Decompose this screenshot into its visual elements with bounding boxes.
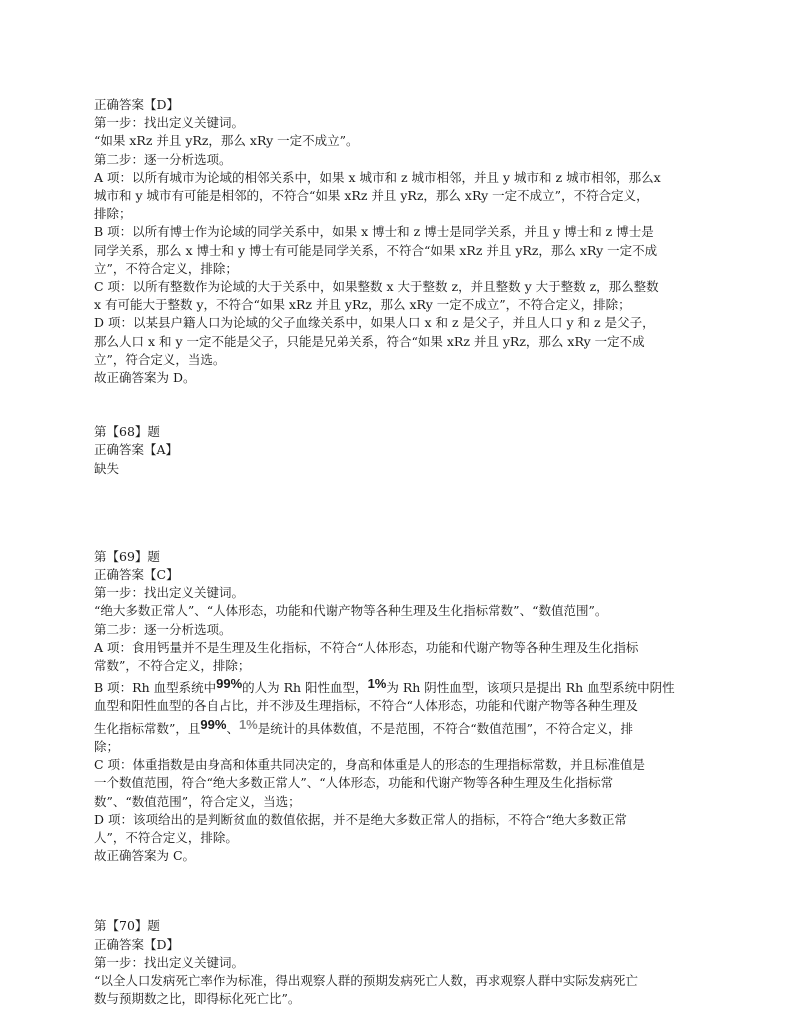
percentage-1: 1% — [238, 716, 258, 732]
definition-keyword: “以全人口发病死亡率作为标准，得出观察人群的预期发病死亡人数，再求观察人群中实际发病死亡 — [94, 972, 638, 988]
option-b-line — [94, 675, 714, 697]
option-b-line: 血型和阳性血型的各自占比，并不涉及生理指标，不符合“人体形态，功能和代谢产物等各种生理及 — [94, 698, 638, 714]
option-b-line — [94, 716, 714, 738]
option-b-text: 是统计的具体数值，不是范围，不符合“数值范围”，不符合定义，排 — [257, 720, 634, 736]
spacer — [94, 478, 714, 548]
step-two-heading: 第二步：逐一分析选项。 — [94, 621, 232, 637]
option-b-line: B 项：以所有博士作为论域的同学关系中，如果 x 博士和 z 博士是同学关系，并且 y 博士和 z 博士是 — [94, 224, 654, 240]
step-one-heading: 第一步：找出定义关键词。 — [94, 115, 245, 131]
conclusion: 故正确答案为 C。 — [94, 848, 196, 864]
option-d-line: 立”，符合定义，当选。 — [94, 351, 226, 367]
option-d-line: 那么人口 x 和 y 一定不能是父子，只能是兄弟关系，符合“如果 xRz 并且 yRz，那么 xRy 一定不成 — [94, 333, 645, 349]
correct-answer: 正确答案【D】 — [94, 936, 180, 952]
spacer — [94, 387, 714, 423]
step-two-heading: 第二步：逐一分析选项。 — [94, 151, 232, 167]
option-a-line: 城市和 y 城市有可能是相邻的，不符合“如果 xRz 并且 yRz，那么 xRy 一定不成立”，不符合定义， — [94, 188, 649, 204]
question-title: 第【68】题 — [94, 424, 160, 440]
option-a-line: A 项：以所有城市为论域的相邻关系中，如果 x 城市和 z 城市相邻，并且 y 城市和 z 城市相邻，那么x — [94, 169, 661, 185]
option-c-line: C 项：体重指数是由身高和体重共同决定的，身高和体重是人的形态的生理指标常数，并且标准值是 — [94, 757, 646, 773]
correct-answer: 正确答案【D】 — [94, 97, 180, 112]
question-67-explanation — [94, 96, 714, 387]
option-a-line: 排除； — [94, 206, 132, 222]
option-c-line: 数”、“数值范围”，符合定义，当选； — [94, 793, 301, 809]
question-title: 第【69】题 — [94, 548, 160, 564]
option-b-text: 为 Rh 阴性血型，该项只是提出 Rh 血型系统中阴性 — [386, 680, 675, 696]
option-c-line: 一个数值范围，符合“绝大多数正常人”、“人体形态，功能和代谢产物等各种生理及生化指标常 — [94, 775, 614, 791]
conclusion: 故正确答案为 D。 — [94, 370, 196, 386]
answer-document — [94, 96, 714, 1008]
option-b-text: 生化指标常数”，且 — [94, 720, 201, 736]
option-b-text: B 项：Rh 血型系统中 — [94, 680, 217, 696]
option-c-line: C 项：以所有整数作为论域的大于关系中，如果整数 x 大于整数 z，并且整数 y 大于整数 z，那么整数 — [94, 279, 659, 295]
option-b-text: 的人为 Rh 阳性血型， — [242, 680, 368, 696]
option-b-line: 立”，不符合定义，排除； — [94, 260, 238, 276]
question-68 — [94, 423, 714, 478]
definition-keyword: “绝大多数正常人”、“人体形态，功能和代谢产物等各种生理及生化指标常数”、“数值范围”。 — [94, 603, 608, 619]
definition-keyword: “如果 xRz 并且 yRz，那么 xRy 一定不成立”。 — [94, 133, 359, 149]
question-70 — [94, 917, 714, 1008]
option-b-text: 、 — [226, 720, 239, 736]
option-a-line: A 项：食用钙量并不是生理及生化指标，不符合“人体形态，功能和代谢产物等各种生理及生化指标 — [94, 639, 639, 655]
percentage-1: 1% — [367, 676, 387, 692]
step-one-heading: 第一步：找出定义关键词。 — [94, 585, 245, 601]
option-c-line: x 有可能大于整数 y，不符合“如果 xRz 并且 yRz，那么 xRy 一定不成立”，不符合定义，排除； — [94, 297, 631, 313]
question-title: 第【70】题 — [94, 918, 160, 934]
percentage-99: 99% — [216, 676, 243, 692]
missing-note: 缺失 — [94, 460, 120, 476]
option-d-line: D 项：以某县户籍人口为论域的父子血缘关系中，如果人口 x 和 z 是父子，并且人口 y 和 z 是父子， — [94, 315, 655, 331]
correct-answer: 正确答案【A】 — [94, 442, 179, 458]
spacer — [94, 865, 714, 917]
option-d-line: 人”，不符合定义，排除。 — [94, 829, 238, 845]
question-69 — [94, 548, 714, 865]
option-b-line: 除； — [94, 738, 120, 754]
option-a-line: 常数”，不符合定义，排除； — [94, 658, 251, 674]
correct-answer: 正确答案【C】 — [94, 567, 179, 583]
option-d-line: D 项：该项给出的是判断贫血的数值依据，并不是绝大多数正常人的指标，不符合“绝大多数正常 — [94, 811, 627, 827]
option-b-line: 同学关系，那么 x 博士和 y 博士有可能是同学关系，不符合“如果 xRz 并且 yRz，那么 xRy 一定不成 — [94, 242, 658, 258]
percentage-99: 99% — [200, 716, 227, 732]
step-one-heading: 第一步：找出定义关键词。 — [94, 954, 245, 970]
definition-keyword: 数与预期数之比，即得标化死亡比”。 — [94, 991, 301, 1007]
